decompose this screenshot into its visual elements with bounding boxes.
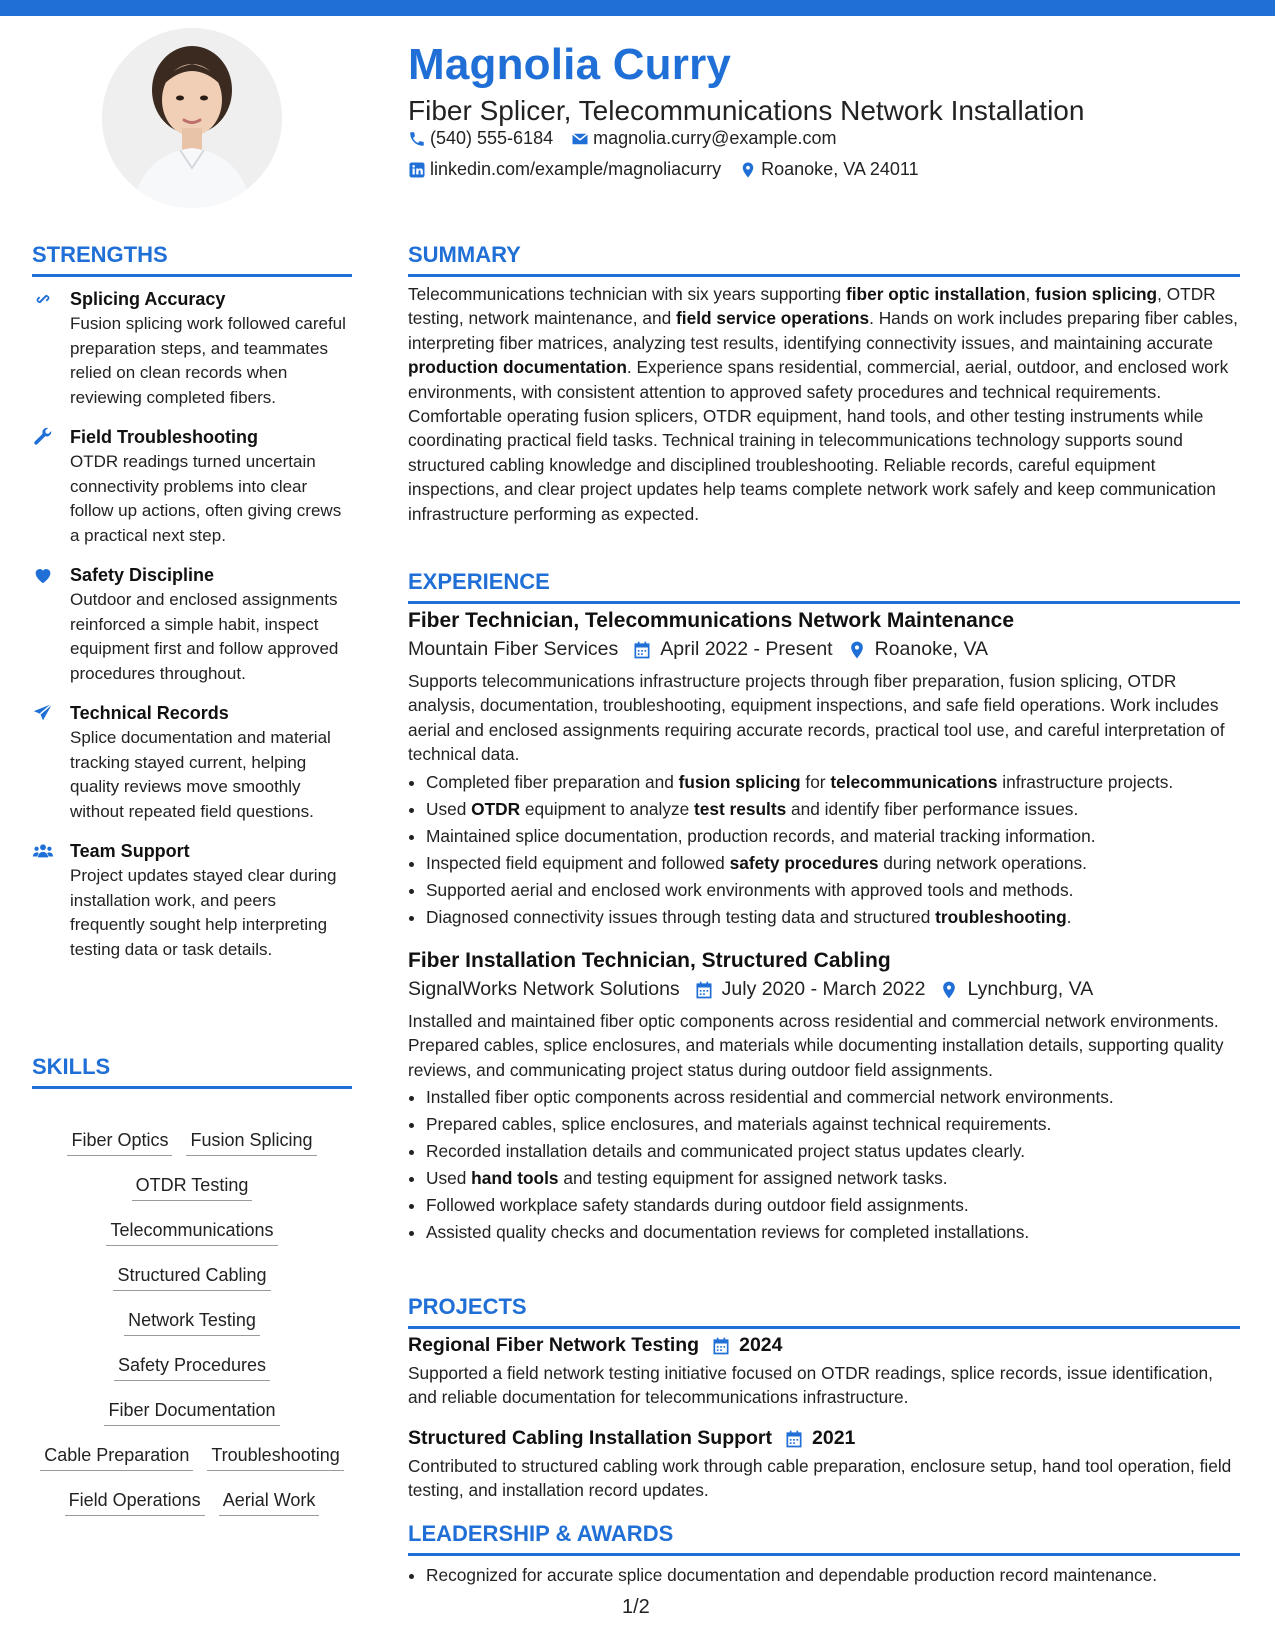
bullet-item xyxy=(426,796,1240,823)
job-title: Fiber Technician, Telecommunications Network Maintenance xyxy=(408,609,1015,632)
bullet-run: during network operations. xyxy=(878,852,1087,873)
skill-tag: Safety Procedures xyxy=(114,1355,270,1381)
map-pin-icon xyxy=(739,161,757,179)
phone-contact[interactable] xyxy=(408,128,553,149)
skill-row xyxy=(32,1490,352,1535)
summary-section xyxy=(408,282,1240,526)
skill-row xyxy=(32,1265,352,1310)
bullet-run: Used xyxy=(426,1168,472,1189)
bullet-item xyxy=(426,1084,1240,1111)
linkedin-contact[interactable] xyxy=(408,159,721,180)
location-text: Roanoke, VA 24011 xyxy=(761,159,919,179)
job-location: Lynchburg, VA xyxy=(967,978,1094,1000)
job-description: Installed and maintained fiber optic components across residential and commercial network environments. Prepared cables, splice enclosures, and materials while documenting installation details, supporting quality reviews, and communicating project status during outdoor field assignments. xyxy=(408,1011,1224,1080)
strength-description: Fusion splicing work followed careful preparation steps, and teammates relied on clean records when reviewing completed fibers. xyxy=(70,314,346,407)
bullet-keyword: OTDR xyxy=(471,798,521,819)
bullet-run: and testing equipment for assigned network tasks. xyxy=(558,1168,948,1189)
phone-icon xyxy=(408,130,426,148)
contact-row-2 xyxy=(408,159,937,180)
bullet-run: Followed workplace safety standards during outdoor field assignments. xyxy=(426,1195,969,1216)
page-number: 1/2 xyxy=(622,1596,650,1618)
bullet-run: Supported aerial and enclosed work environments with approved tools and methods. xyxy=(426,879,1074,900)
strengths-list xyxy=(32,286,352,976)
bullet-run: Recorded installation details and communicated project status updates clearly. xyxy=(426,1141,1026,1162)
skill-row xyxy=(32,1310,352,1355)
strength-title: Field Troubleshooting xyxy=(70,427,258,447)
calendar-icon xyxy=(711,1336,731,1356)
bullet-run: equipment to analyze xyxy=(520,798,695,819)
bullet-run: Maintained splice documentation, production records, and material tracking information. xyxy=(426,825,1096,846)
bullet-item xyxy=(426,1138,1240,1165)
calendar-icon xyxy=(784,1429,804,1449)
portrait-illustration xyxy=(102,28,282,208)
project-description: Supported a field network testing initiative focused on OTDR readings, splice records, issue identification, and reliable documentation for telecommunications infrastructure. xyxy=(408,1363,1213,1408)
strength-item xyxy=(32,562,352,686)
bullet-run: Assisted quality checks and documentation reviews for completed installations. xyxy=(426,1222,1030,1243)
job-bullets xyxy=(408,769,1240,931)
strength-item xyxy=(32,286,352,410)
skill-row xyxy=(32,1400,352,1445)
email-contact[interactable] xyxy=(571,128,836,149)
summary-text xyxy=(408,282,1240,526)
job-location: Roanoke, VA xyxy=(874,638,989,660)
candidate-title: Fiber Splicer, Telecommunications Network Installation xyxy=(408,95,1085,126)
company-name: SignalWorks Network Solutions xyxy=(408,978,680,1000)
bullet-item xyxy=(426,769,1240,796)
strength-description: Outdoor and enclosed assignments reinforced a simple habit, inspect equipment first and follow approved procedures throughout. xyxy=(70,590,339,683)
strengths-heading: STRENGTHS xyxy=(32,242,352,277)
skill-row xyxy=(32,1445,352,1490)
bullet-run: Inspected field equipment and followed xyxy=(426,852,730,873)
bullet-item xyxy=(426,904,1240,931)
skill-tag: Telecommunications xyxy=(106,1220,277,1246)
skill-row xyxy=(32,1355,352,1400)
bullet-run: Diagnosed connectivity issues through testing data and structured xyxy=(426,906,936,927)
skills-heading: SKILLS xyxy=(32,1054,352,1089)
bullet-run: . xyxy=(1066,906,1072,927)
bullet-keyword: safety procedures xyxy=(729,852,879,873)
bullet-run: Used xyxy=(426,798,472,819)
bullet-keyword: hand tools xyxy=(471,1168,559,1189)
summary-keyword: production documentation xyxy=(408,357,627,378)
job-dates: April 2022 - Present xyxy=(660,638,833,660)
strength-item xyxy=(32,424,352,548)
link-icon xyxy=(32,288,54,310)
project-name: Regional Fiber Network Testing xyxy=(408,1334,700,1356)
summary-run: Telecommunications technician with six years supporting xyxy=(408,284,846,304)
bullet-item xyxy=(426,1165,1240,1192)
skill-tag: OTDR Testing xyxy=(132,1175,253,1201)
job-meta xyxy=(408,978,1240,1001)
paper-plane-icon xyxy=(32,702,54,724)
bullet-item xyxy=(426,877,1240,904)
summary-keyword: fiber optic installation xyxy=(846,284,1026,304)
bullet-item xyxy=(426,850,1240,877)
bullet-run: and identify fiber performance issues. xyxy=(786,798,1079,819)
summary-heading: SUMMARY xyxy=(408,242,1240,277)
bullet-run: Completed fiber preparation and xyxy=(426,771,679,792)
job-description: Supports telecommunications infrastructure projects through fiber preparation, fusion splicing, OTDR analysis, documentation, troubleshooting, equipment inspections, and safe field operations. Work includes aerial and enclosed assignments requiring accurate records, practical tool use, and careful interpretation of technical data. xyxy=(408,671,1225,765)
email-text: magnolia.curry@example.com xyxy=(593,128,837,148)
skill-tag: Structured Cabling xyxy=(113,1265,270,1291)
leadership-heading: LEADERSHIP & AWARDS xyxy=(408,1521,1240,1556)
strength-title: Splicing Accuracy xyxy=(70,289,226,309)
linkedin-icon xyxy=(408,161,426,179)
strength-description: Splice documentation and material tracking stayed current, helping quality reviews move smoothly without repeated field questions. xyxy=(70,728,331,821)
bullet-run: Prepared cables, splice enclosures, and materials against technical requirements. xyxy=(426,1114,1052,1135)
skill-row xyxy=(32,1175,352,1220)
project-item xyxy=(408,1427,1240,1503)
candidate-name: Magnolia Curry xyxy=(408,40,732,89)
heart-icon xyxy=(32,564,54,586)
strength-description: Project updates stayed clear during installation work, and peers frequently sought help interpreting testing data or task details. xyxy=(70,866,337,959)
skill-tag: Cable Preparation xyxy=(40,1445,193,1471)
job-meta xyxy=(408,638,1240,661)
strength-title: Safety Discipline xyxy=(70,565,215,585)
summary-run: , OTDR testing, network maintenance, and xyxy=(408,284,1216,329)
projects-heading: PROJECTS xyxy=(408,1294,1240,1329)
linkedin-text: linkedin.com/example/magnoliacurry xyxy=(430,159,722,179)
leadership-section xyxy=(408,1562,1240,1589)
bullet-keyword: test results xyxy=(694,798,787,819)
skill-tag: Aerial Work xyxy=(219,1490,320,1516)
phone-text: (540) 555-6184 xyxy=(430,128,554,148)
calendar-icon xyxy=(632,640,652,660)
top-accent-bar xyxy=(0,0,1275,16)
experience-job xyxy=(408,606,1240,931)
contact-row-1 xyxy=(408,128,854,149)
summary-run: , xyxy=(1025,284,1036,304)
bullet-item xyxy=(426,823,1240,850)
wrench-icon xyxy=(32,426,54,448)
summary-keyword: field service operations xyxy=(676,308,870,329)
bullet-keyword: telecommunications xyxy=(830,771,998,792)
location-contact xyxy=(739,159,918,180)
project-header xyxy=(408,1334,1240,1357)
envelope-icon xyxy=(571,130,589,148)
project-year: 2021 xyxy=(812,1427,856,1449)
skills-list xyxy=(32,1130,352,1535)
bullet-item: • Recognized for accurate splice documentation and dependable production record maintenance. xyxy=(426,1562,1240,1589)
job-dates: July 2020 - March 2022 xyxy=(721,978,926,1000)
company-name: Mountain Fiber Services xyxy=(408,638,619,660)
bullet-item xyxy=(426,1192,1240,1219)
bullet-run: for xyxy=(800,771,831,792)
skill-tag: Fusion Splicing xyxy=(186,1130,316,1156)
project-header xyxy=(408,1427,1240,1450)
map-pin-icon xyxy=(847,640,867,660)
strength-title: Technical Records xyxy=(70,703,229,723)
experience-job xyxy=(408,946,1240,1246)
project-year: 2024 xyxy=(739,1334,783,1356)
skill-tag: Network Testing xyxy=(124,1310,260,1336)
map-pin-icon xyxy=(939,980,959,1000)
skill-row xyxy=(32,1220,352,1265)
skill-tag: Fiber Documentation xyxy=(104,1400,279,1426)
project-description: Contributed to structured cabling work through cable preparation, enclosure setup, hand tool operation, field testing, and installation record updates. xyxy=(408,1456,1232,1501)
summary-run: . Hands on work includes preparing fiber cables, interpreting fiber matrices, analyzing test results, identifying connectivity issues, and maintaining accurate xyxy=(408,308,1238,353)
skill-tag: Field Operations xyxy=(65,1490,205,1516)
skill-tag: Fiber Optics xyxy=(67,1130,172,1156)
bullet-run: Installed fiber optic components across residential and commercial network environments. xyxy=(426,1087,1114,1108)
leadership-bullets xyxy=(408,1562,1240,1589)
strength-title: Team Support xyxy=(70,841,190,861)
strength-description: OTDR readings turned uncertain connectivity problems into clear follow up actions, often giving crews a practical next step. xyxy=(70,452,342,545)
experience-heading: EXPERIENCE xyxy=(408,569,1240,604)
strength-item xyxy=(32,838,352,962)
job-bullets xyxy=(408,1084,1240,1246)
users-icon xyxy=(32,840,54,862)
project-name: Structured Cabling Installation Support xyxy=(408,1427,773,1449)
profile-photo xyxy=(102,28,282,208)
skill-tag: Troubleshooting xyxy=(207,1445,343,1471)
project-item xyxy=(408,1334,1240,1410)
summary-run: . Experience spans residential, commercial, aerial, outdoor, and enclosed work environments, with consistent attention to approved safety procedures and technical requirements. Comfortable operating fusion splicers, OTDR equipment, hand tools, and other testing instruments while coordinating practical field tasks. Technical training in telecommunications technology supports sound structured cabling knowledge and disciplined troubleshooting. Reliable records, careful equipment inspections, and clear project updates help teams complete network work safely and keep communication infrastructure performing as expected. xyxy=(408,357,1229,524)
bullet-keyword: fusion splicing xyxy=(678,771,801,792)
bullet-keyword: troubleshooting xyxy=(935,906,1067,927)
bullet-run: infrastructure projects. xyxy=(997,771,1174,792)
job-title: Fiber Installation Technician, Structured Cabling xyxy=(408,949,891,972)
strength-item xyxy=(32,700,352,824)
bullet-item xyxy=(426,1111,1240,1138)
calendar-icon xyxy=(694,980,714,1000)
skill-row xyxy=(32,1130,352,1175)
summary-keyword: fusion splicing xyxy=(1035,284,1158,304)
bullet-item xyxy=(426,1219,1240,1246)
